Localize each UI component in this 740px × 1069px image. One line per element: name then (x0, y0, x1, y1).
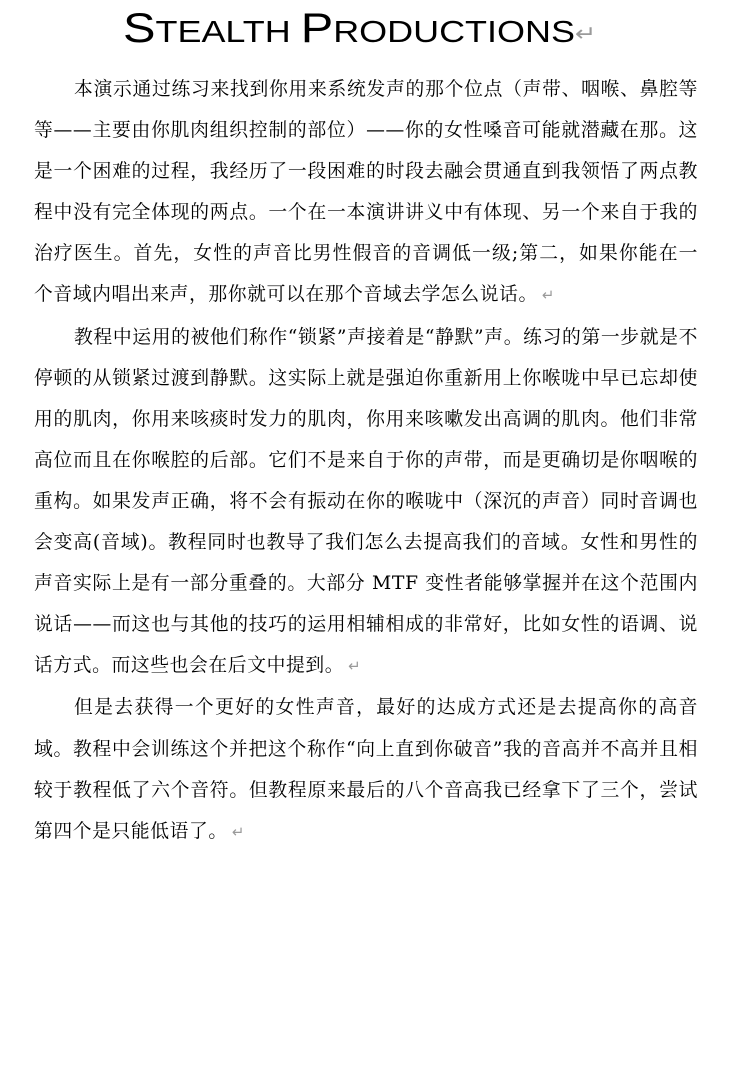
paragraph-2 (34, 317, 698, 688)
return-mark-icon: ↵ (231, 822, 245, 841)
title-initial-s: S (123, 4, 156, 51)
document-title (123, 6, 596, 56)
paragraph-1 (34, 69, 698, 317)
paragraph-2-text: 教程中运用的被他们称作“锁紧”声接着是“静默”声。练习的第一步就是不停顿的从锁紧过渡到静默。这实际上就是强迫你重新用上你喉咙中早已忘却使用的肌肉，你用来咳痰时发力的肌肉，你用来咳嗽发出高调的肌肉。他们非常高位而且在你喉腔的后部。它们不是来自于你的声带，而是更确切是你咽喉的重构。如果发声正确，将不会有振动在你的喉咙中（深沉的声音）同时音调也会变高(音域)。教程同时也教导了我们怎么去提高我们的音域。女性和男性的声音实际上是有一部分重叠的。大部分 MTF 变性者能够掌握并在这个范围内说话——而这也与其他的技巧的运用相辅相成的非常好，比如女性的语调、说话方式。而这些也会在后文中提到。 (34, 326, 698, 677)
return-mark-icon: ↵ (348, 657, 362, 676)
paragraph-3 (34, 687, 698, 852)
title-word-stealth: TEALTH (155, 14, 301, 49)
document-body (34, 69, 698, 853)
title-word-productions: RODUCTIONS (333, 14, 575, 49)
paragraph-3-text: 但是去获得一个更好的女性声音，最好的达成方式还是去提高你的高音域。教程中会训练这个并把这个称作“向上直到你破音”我的音高并不高并且相较于教程低了六个音符。但教程原来最后的八个音高我已经拿下了三个，尝试第四个是只能低语了。 (34, 697, 698, 842)
return-mark-icon: ↵ (574, 20, 597, 46)
paragraph-1-text: 本演示通过练习来找到你用来系统发声的那个位点（声带、咽喉、鼻腔等等——主要由你肌肉组织控制的部位）——你的女性嗓音可能就潜藏在那。这是一个困难的过程，我经历了一段困难的时段去融会贯通直到我领悟了两点教程中没有完全体现的两点。一个在一本演讲讲义中有体现、另一个来自于我的治疗医生。首先，女性的声音比男性假音的音调低一级;第二，如果你能在一个音域内唱出来声，那你就可以在那个音域去学怎么说话。 (34, 79, 698, 306)
return-mark-icon: ↵ (541, 286, 556, 305)
title-initial-p: P (300, 4, 334, 51)
